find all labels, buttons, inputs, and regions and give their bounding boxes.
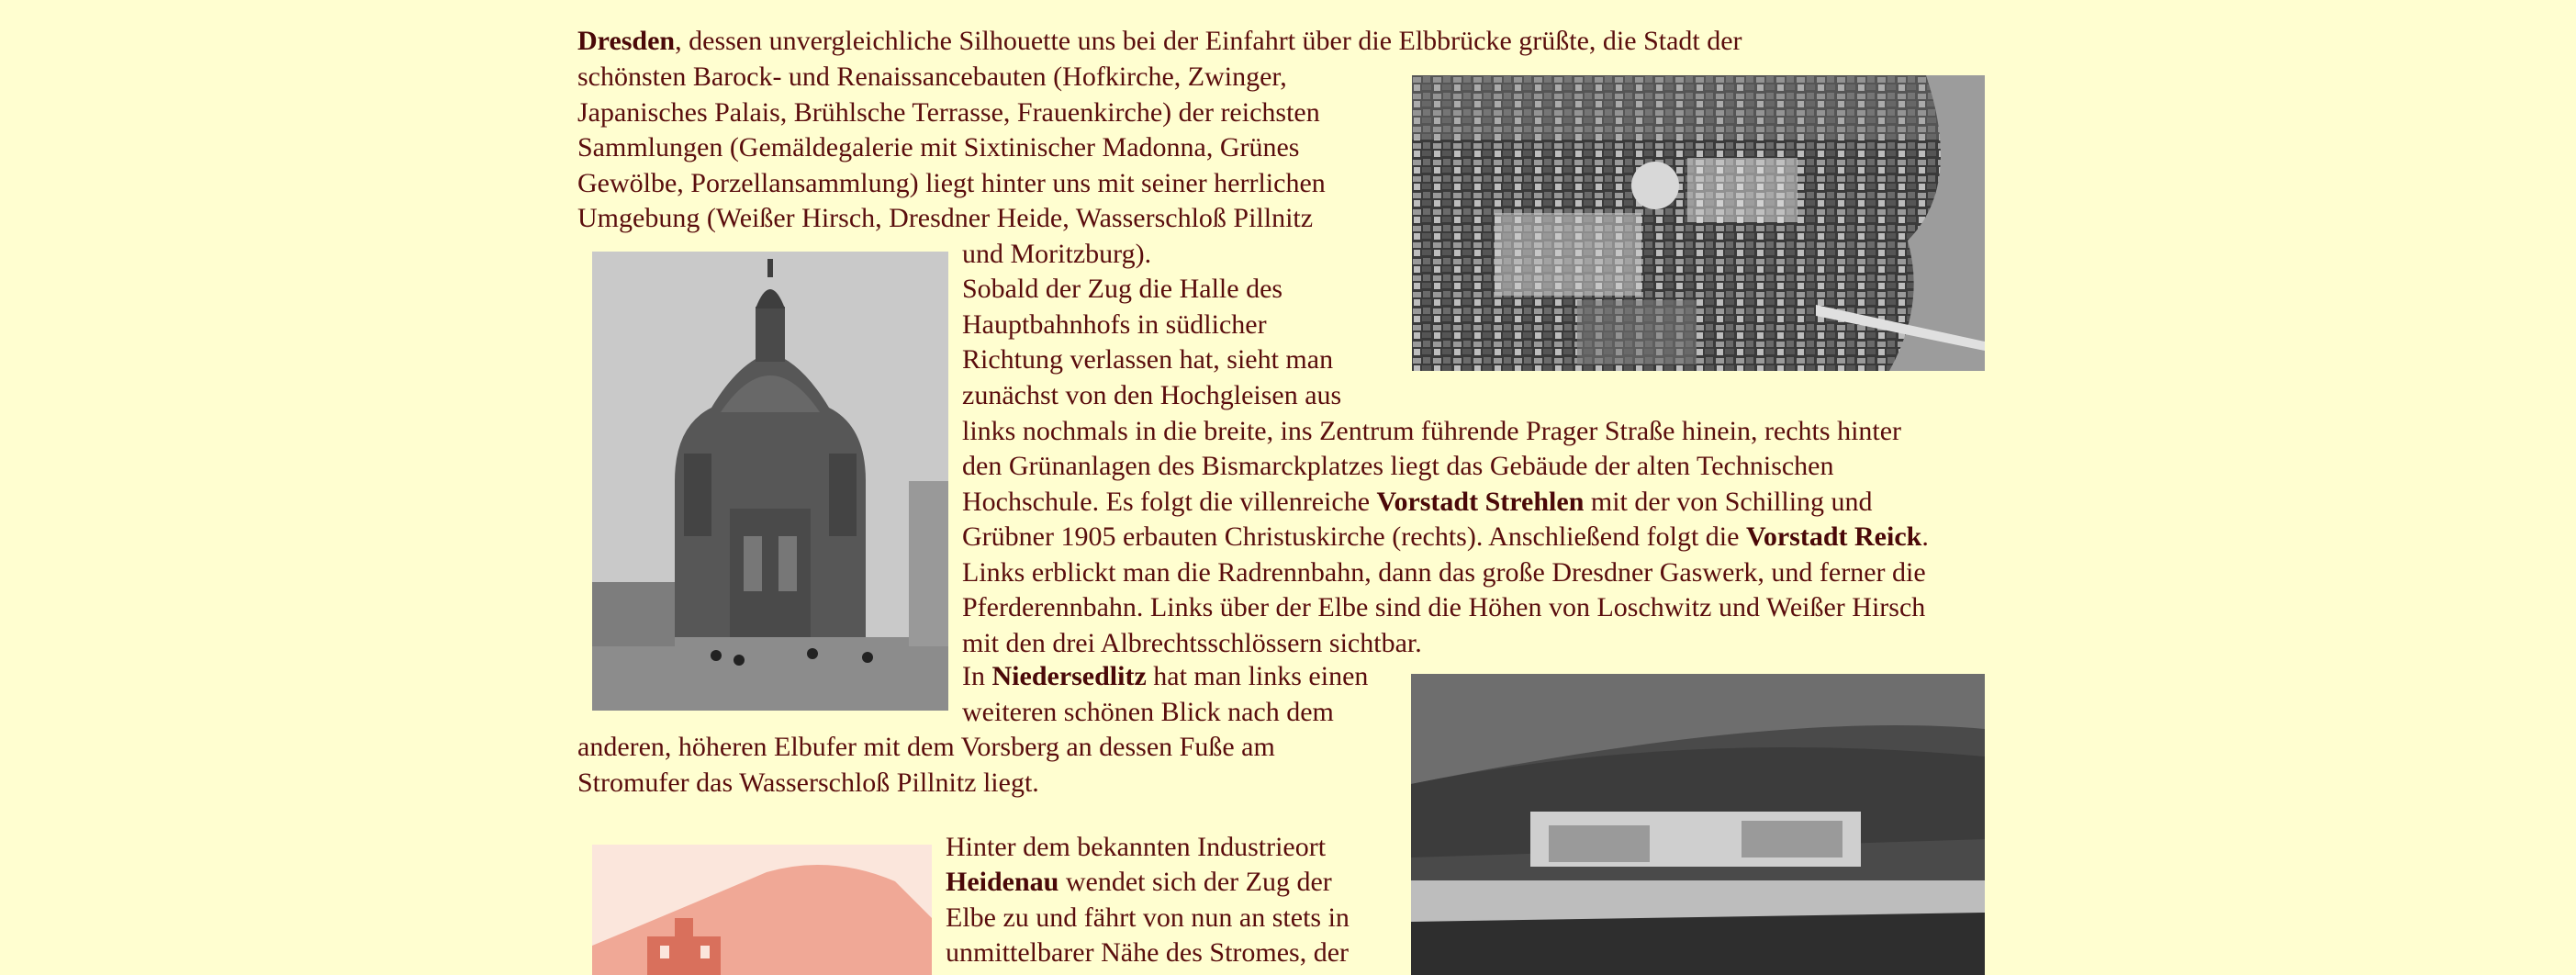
text-line: Hochschule. Es folgt die villenreiche Vorstadt Strehlen mit der von Schilling und xyxy=(962,487,1873,517)
text-line: Richtung verlassen hat, sieht man xyxy=(962,344,1334,375)
text-line: Umgebung (Weißer Hirsch, Dresdner Heide, Wasserschloß Pillnitz xyxy=(577,203,1314,233)
text-line: schönsten Barock- und Renaissancebauten (Hofkirche, Zwinger, xyxy=(577,62,1287,92)
text-line: Links erblickt man die Radrennbahn, dann das große Dresdner Gaswerk, und ferner die xyxy=(962,557,1926,588)
text-line: In Niedersedlitz hat man links einen xyxy=(962,661,1369,691)
text-line: zunächst von den Hochgleisen aus xyxy=(962,380,1342,410)
text-line: unmittelbarer Nähe des Stromes, der xyxy=(946,937,1350,968)
castle-drawing xyxy=(592,845,932,975)
text-line: weiteren schönen Blick nach dem xyxy=(962,697,1334,727)
frauenkirche-photo xyxy=(592,252,948,711)
text-line: Gewölbe, Porzellansammlung) liegt hinter uns mit seiner herrlichen xyxy=(577,168,1326,198)
text-line: Sammlungen (Gemäldegalerie mit Sixtinischer Madonna, Grünes xyxy=(577,132,1300,162)
aerial-photo-dresden-graphic xyxy=(1412,75,1985,371)
text-line: und Moritzburg). xyxy=(962,239,1152,269)
text-line: Heidenau wendet sich der Zug der xyxy=(946,867,1332,897)
aerial-photo-pillnitz-graphic xyxy=(1411,674,1985,975)
text-line: Pferderennbahn. Links über der Elbe sind die Höhen von Loschwitz und Weißer Hirsch xyxy=(962,592,1926,622)
text-line: Grübner 1905 erbauten Christuskirche (rechts). Anschließend folgt die Vorstadt Reick. xyxy=(962,521,1929,552)
frauenkirche-photo-graphic xyxy=(592,252,948,711)
text-line: Stromufer das Wasserschloß Pillnitz liegt. xyxy=(577,768,1039,798)
text-line: Dresden, dessen unvergleichliche Silhouette uns bei der Einfahrt über die Elbbrücke grüßte, die Stadt der xyxy=(577,26,1742,56)
text-line: Elbe zu und fährt von nun an stets in xyxy=(946,902,1350,933)
castle-drawing-graphic xyxy=(592,845,932,975)
aerial-photo-dresden xyxy=(1412,75,1985,371)
text-line: anderen, höheren Elbufer mit dem Vorsberg an dessen Fuße am xyxy=(577,732,1275,762)
text-line: mit den drei Albrechtsschlössern sichtbar. xyxy=(962,628,1422,658)
text-line: Hinter dem bekannten Industrieort xyxy=(946,832,1327,862)
text-line: links nochmals in die breite, ins Zentrum führende Prager Straße hinein, rechts hinter xyxy=(962,416,1902,446)
aerial-photo-pillnitz xyxy=(1411,674,1985,975)
text-line: Sobald der Zug die Halle des xyxy=(962,274,1283,304)
text-line: Hauptbahnhofs in südlicher xyxy=(962,309,1267,340)
text-line: den Grünanlagen des Bismarckplatzes liegt das Gebäude der alten Technischen xyxy=(962,451,1834,481)
text-line: Japanisches Palais, Brühlsche Terrasse, Frauenkirche) der reichsten xyxy=(577,97,1320,128)
